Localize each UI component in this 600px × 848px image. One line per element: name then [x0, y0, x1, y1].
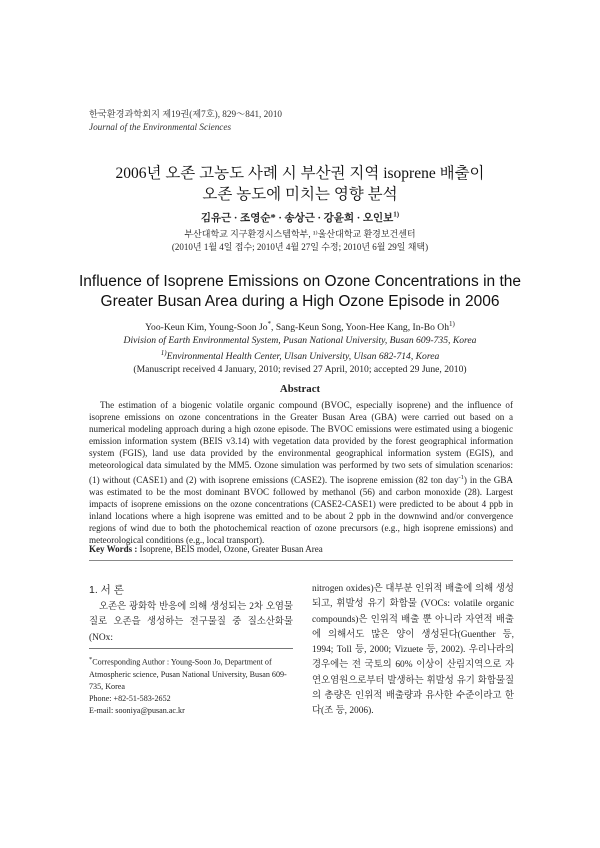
section-heading: 1. 서 론	[89, 584, 124, 596]
keywords-label: Key Words :	[89, 544, 138, 554]
abstract-text-b: ) in the GBA was estimated to be the most dominant BVOC followed by methanol (56) and carbon monoxide (28). Largest impacts of isoprene emissions on the ozone concentrations (CASE2-CASE1) were predicted to be about 4 ppb in inland locations where a high isoprene was emitted and to be about 2 ppb in the downwind and/or convergence regions of wind due to both the photochemical reaction of ozone precursors (e.g., high isoprene emissions) and meteorological conditions (e.g., local transport).	[89, 474, 513, 546]
english-author-names-a: Yoo-Keun Kim, Young-Soon Jo	[145, 322, 268, 334]
journal-name: Journal of the Environmental Sciences	[89, 121, 232, 132]
korean-authors	[0, 210, 600, 225]
english-title-line2: Greater Busan Area during a High Ozone Episode in 2006	[100, 293, 500, 310]
korean-author-sup: 1)	[393, 210, 400, 219]
english-title-line1: Influence of Isoprene Emissions on Ozone Concentrations in the	[78, 273, 521, 290]
abstract-text-a: The estimation of a biogenic volatile organic compound (BVOC, especially isoprene) and the influence of isoprene emissions on ozone concentrations in the Greater Busan Area (GBA) were carried out based on a numerical modeling approach during a high ozone episode. The BVOC emissions were estimated using a biogenic emission information system (BEIS v3.14) with vegetation data provided by the forest geographical information system (FGIS), land use data provided by the environmental geographical information system (EGIS), and meteorological data simulated by the MM5. Ozone simulation was performed by two sets of simulation scenarios: (1) without (CASE1) and (2) with isoprene emissions (CASE2). The isoprene emission (82 ton day	[89, 400, 513, 485]
korean-title-line2: 오존 농도에 미치는 영향 분석	[202, 186, 398, 203]
left-column-text	[89, 600, 293, 646]
abstract-heading: Abstract	[279, 383, 321, 395]
abstract-text	[89, 399, 513, 546]
journal-citation: 한국환경과학회지 제19권(제7호), 829～841, 2010	[89, 109, 283, 119]
english-author-names	[0, 318, 600, 335]
english-affiliation-1: Division of Earth Environmental System, Pusan National University, Busan 609-735, Korea	[123, 334, 477, 346]
korean-affiliation: 부산대학교 지구환경시스템학부, ¹⁾울산대학교 환경보건센터	[184, 229, 416, 239]
english-author-names-b: , Sang-Keun Song, Yoon-Hee Kang, In-Bo Oh	[271, 322, 450, 334]
korean-dates: (2010년 1월 4일 접수; 2010년 4월 27일 수정; 2010년 6월 29일 채택)	[171, 242, 429, 252]
intro-paragraph-right: nitrogen oxides)은 대부분 인위적 배출에 의해 생성되고, 휘발성 유기 화합물 (VOCs: volatile organic compounds)은 인위적 배출 뿐 아니라 자연적 배출에 의해서도 많은 양이 생성된다(Guenther 등, 1994; Toll 등, 2000; Vizuete 등, 2002). 우리나라의 경우에는 전 국토의 60% 이상이 산림지역으로 자연오염원으로부터 발생하는 휘발성 유기 화합물질의 총량은 인위적 배출량과 유사한 수준이라고 한다(조 등, 2006).	[312, 584, 514, 717]
footnote-rule	[89, 648, 293, 649]
footnote-star: *	[89, 656, 93, 663]
korean-title	[0, 163, 600, 205]
english-dates: (Manuscript received 4 January, 2010; revised 27 April, 2010; accepted 29 June, 2010)	[133, 363, 467, 375]
footnote-email: E-mail: sooniya@pusan.ac.kr	[89, 705, 185, 715]
korean-affiliation-block	[0, 228, 600, 254]
intro-paragraph-left: 오존은 광화학 반응에 의해 생성되는 2차 오염물질로 오존을 생성하는 전구물질 중 질소산화물 (NOx:	[89, 602, 293, 643]
keywords-text: Isoprene, BEIS model, Ozone, Greater Busan Area	[137, 544, 323, 554]
footnote-corresponding	[89, 654, 293, 693]
english-author-sup: 1)	[449, 320, 455, 328]
korean-title-line1: 2006년 오존 고농도 사례 시 부산권 지역 isoprene 배출이	[115, 165, 485, 182]
journal-header	[89, 108, 282, 133]
footnote	[89, 654, 293, 717]
abstract-sup: -1	[458, 473, 464, 481]
corresponding-star: *	[267, 320, 272, 328]
footnote-author-line: Corresponding Author : Young-Soon Jo, Department of Atmospheric science, Pusan National University, Busan 609-735, Korea	[89, 657, 287, 691]
english-affiliation-2	[0, 347, 600, 364]
english-title	[0, 272, 600, 312]
korean-author-names: 김유근 · 조영순* · 송상근 · 강윤희 · 오인보	[200, 213, 394, 224]
section-divider	[89, 560, 513, 561]
right-column-text	[312, 582, 514, 720]
english-affiliation-2-text: Environmental Health Center, Ulsan University, Ulsan 682-714, Korea	[166, 351, 440, 363]
english-affiliation-2-sup: 1)	[160, 349, 167, 358]
english-authors-block	[0, 318, 600, 376]
keywords	[89, 544, 323, 554]
footnote-phone: Phone: +82-51-583-2652	[89, 693, 171, 703]
